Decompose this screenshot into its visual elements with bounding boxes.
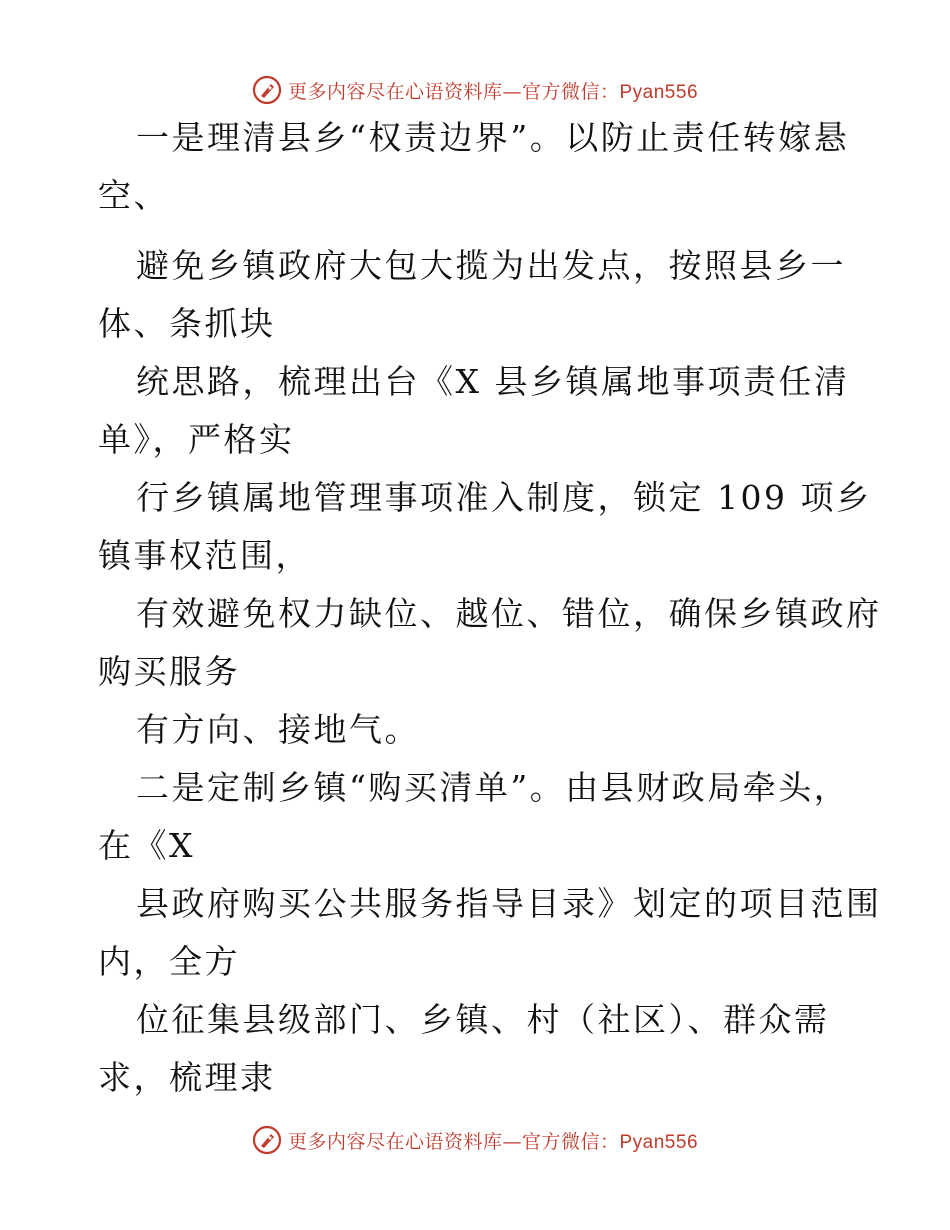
- text-line: 县政府购买公共服务指导目录》划定的项目范围: [136, 884, 882, 923]
- text-line: 有效避免权力缺位、越位、错位，确保乡镇政府: [136, 594, 882, 633]
- pen-nib-logo-icon: [252, 1125, 282, 1155]
- header-banner: [0, 70, 950, 110]
- text-line: 位征集县级部门、乡镇、村（社区）、群众需: [136, 1000, 830, 1039]
- text-line: 空、: [98, 176, 169, 215]
- text-line: 单》，严格实: [98, 420, 295, 459]
- text-line: 购买服务: [98, 652, 240, 691]
- banner-account: Pyan556: [619, 1131, 699, 1153]
- banner-text: 更多内容尽在心语资料库—官方微信：Pyan556: [287, 80, 699, 103]
- footer-banner: [0, 1120, 950, 1160]
- banner-text: 更多内容尽在心语资料库—官方微信：Pyan556: [287, 1130, 699, 1153]
- text-line: 体、条抓块: [98, 304, 276, 343]
- text-line: 二是定制乡镇“购买清单”。由县财政局牵头，: [136, 768, 850, 807]
- text-line: 一是理清县乡“权责边界”。以防止责任转嫁悬: [136, 118, 850, 157]
- text-line: 在《X: [98, 826, 195, 865]
- text-line: 求，梳理隶: [98, 1058, 276, 1097]
- text-line: 镇事权范围，: [98, 536, 311, 575]
- text-line: 内，全方: [98, 942, 240, 981]
- pen-nib-logo-icon: [252, 75, 282, 105]
- text-line: 统思路，梳理出台《X 县乡镇属地事项责任清: [136, 362, 850, 401]
- text-line: 行乡镇属地管理事项准入制度，锁定 109 项乡: [136, 478, 872, 517]
- text-line: 避免乡镇政府大包大揽为出发点，按照县乡一: [136, 246, 846, 285]
- banner-account: Pyan556: [619, 81, 699, 103]
- text-line: 有方向、接地气。: [136, 710, 420, 749]
